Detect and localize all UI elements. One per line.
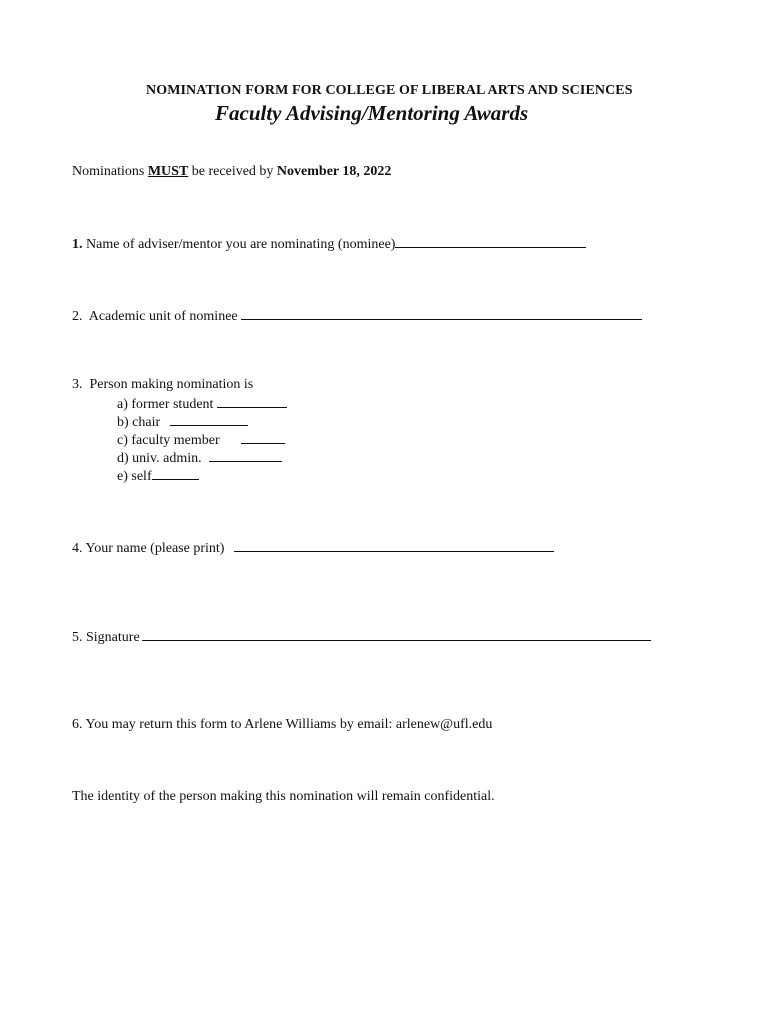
question-1-label: Name of adviser/mentor you are nominating (nominee) (86, 237, 396, 252)
deadline-middle: be received by (191, 164, 274, 179)
question-3 (72, 377, 253, 393)
former-student-field[interactable] (217, 395, 287, 408)
option-letter: b) (117, 415, 129, 430)
question-5-label: Signature (86, 630, 140, 645)
faculty-member-field[interactable] (241, 431, 285, 444)
univ-admin-field[interactable] (209, 449, 282, 462)
question-1 (72, 235, 586, 253)
chair-field[interactable] (170, 413, 248, 426)
question-3-label: Person making nomination is (89, 377, 254, 392)
question-6 (72, 717, 492, 733)
deadline-date: November 18, 2022 (276, 164, 392, 179)
form-subtitle: Faculty Advising/Mentoring Awards (215, 101, 529, 125)
nominee-name-field[interactable] (395, 235, 586, 248)
option-letter: d) (117, 451, 129, 466)
option-letter: a) (117, 397, 128, 412)
question-4 (72, 539, 554, 557)
option-letter: c) (117, 433, 128, 448)
confidentiality-note: The identity of the person making this nomination will remain confidential. (72, 789, 495, 804)
option-univ-admin (117, 449, 282, 467)
option-text: chair (132, 415, 161, 430)
question-4-label: Your name (please print) (85, 541, 225, 556)
option-letter: e) (117, 469, 128, 484)
question-2-number: 2. (72, 309, 83, 324)
question-1-number: 1. (72, 237, 83, 252)
option-text: self (131, 469, 152, 484)
academic-unit-field[interactable] (241, 307, 642, 320)
question-5-number: 5. (72, 630, 83, 645)
option-former-student (117, 395, 287, 413)
self-field[interactable] (152, 467, 199, 480)
question-4-number: 4. (72, 541, 83, 556)
question-2-label: Academic unit of nominee (88, 309, 238, 324)
signature-field[interactable] (142, 628, 651, 641)
option-self (117, 467, 199, 485)
your-name-field[interactable] (234, 539, 554, 552)
option-faculty-member (117, 431, 285, 449)
deadline-prefix: Nominations (72, 164, 145, 179)
option-text: univ. admin. (132, 451, 202, 466)
question-2 (72, 307, 642, 325)
question-3-number: 3. (72, 377, 83, 392)
option-text: former student (131, 397, 214, 412)
option-text: faculty member (131, 433, 220, 448)
deadline-emphasis: MUST (147, 164, 189, 179)
deadline-notice (72, 164, 391, 180)
question-6-label: You may return this form to Arlene Williams by email: arlenew@ufl.edu (85, 717, 493, 732)
option-chair (117, 413, 248, 431)
form-heading: NOMINATION FORM FOR COLLEGE OF LIBERAL ARTS AND SCIENCES (146, 83, 633, 98)
question-5 (72, 628, 651, 646)
question-6-number: 6. (72, 717, 83, 732)
